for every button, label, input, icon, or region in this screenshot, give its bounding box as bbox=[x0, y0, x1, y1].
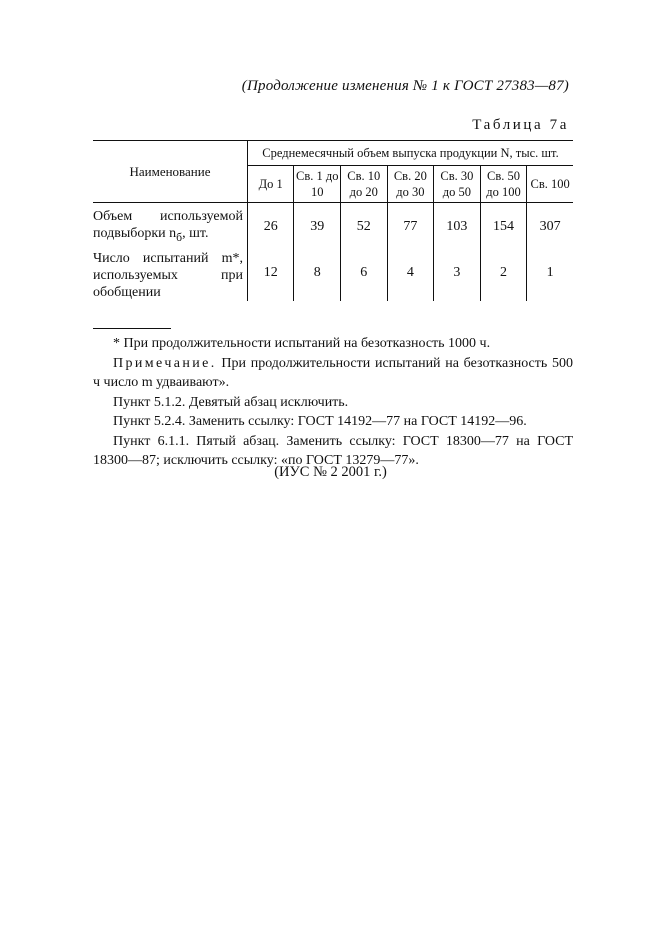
table-cell: 154 bbox=[480, 203, 527, 246]
note-label: Примечание. bbox=[113, 355, 217, 371]
row-label bbox=[93, 203, 247, 246]
issue-reference: (ИУС № 2 2001 г.) bbox=[274, 464, 387, 480]
table-cell: 6 bbox=[341, 246, 388, 301]
column-header-range: Св. 30 до 50 bbox=[434, 166, 481, 203]
column-header-range: Св. 10 до 20 bbox=[341, 166, 388, 203]
table-cell: 12 bbox=[247, 246, 294, 301]
column-header-range: Св. 100 bbox=[527, 166, 573, 203]
table-cell: 39 bbox=[294, 203, 341, 246]
table-cell: 3 bbox=[434, 246, 481, 301]
column-header-range: До 1 bbox=[247, 166, 294, 203]
table-caption: Таблица 7а bbox=[472, 117, 569, 133]
column-header-production-volume: Среднемесячный объем выпуска продукции N, тыс. шт. bbox=[247, 141, 573, 166]
table-cell: 8 bbox=[294, 246, 341, 301]
row-label-subscript: б bbox=[176, 230, 183, 244]
paragraph-5-1-2: Пункт 5.1.2. Девятый абзац исключить. bbox=[113, 394, 349, 410]
column-header-name: Наименование bbox=[93, 141, 247, 203]
paragraph-5-2-4: Пункт 5.2.4. Заменить ссылку: ГОСТ 14192—77 на ГОСТ 14192—96. bbox=[113, 414, 527, 429]
table-cell: 26 bbox=[247, 203, 294, 246]
running-head: (Продолжение изменения № 1 к ГОСТ 27383—87) bbox=[241, 78, 569, 94]
footnote-divider bbox=[93, 328, 171, 329]
row-label-tail: , шт. bbox=[182, 226, 209, 241]
table-cell: 2 bbox=[480, 246, 527, 301]
table-cell: 52 bbox=[341, 203, 388, 246]
column-header-range: Св. 50 до 100 bbox=[480, 166, 527, 203]
table-cell: 1 bbox=[546, 265, 554, 281]
row-label: Число испытаний m*, используемых при обобщении bbox=[93, 246, 247, 301]
row-label-text: Объем используемой подвыборки n bbox=[93, 209, 243, 241]
note-paragraph bbox=[93, 354, 573, 393]
table-cell: 103 bbox=[434, 203, 481, 246]
body-text bbox=[93, 334, 573, 471]
table-cell: 77 bbox=[387, 203, 434, 246]
table-row bbox=[93, 246, 573, 301]
note-text: При продолжительности испытаний на безотказность 500 ч число m удваивают». bbox=[93, 355, 573, 390]
table-row bbox=[93, 203, 573, 246]
paragraph-6-1-1: Пункт 6.1.1. Пятый абзац. Заменить ссылку: ГОСТ 18300—77 на ГОСТ 18300—87; исключить ссылку: «по ГОСТ 13279—77». bbox=[93, 433, 573, 468]
footnote: * При продолжительности испытаний на безотказность 1000 ч. bbox=[113, 336, 491, 351]
column-header-range: Св. 20 до 30 bbox=[387, 166, 434, 203]
table-cell: 4 bbox=[387, 246, 434, 301]
table-cell: 307 bbox=[539, 218, 561, 234]
column-header-range: Св. 1 до 10 bbox=[294, 166, 341, 203]
table-7a bbox=[93, 140, 573, 301]
